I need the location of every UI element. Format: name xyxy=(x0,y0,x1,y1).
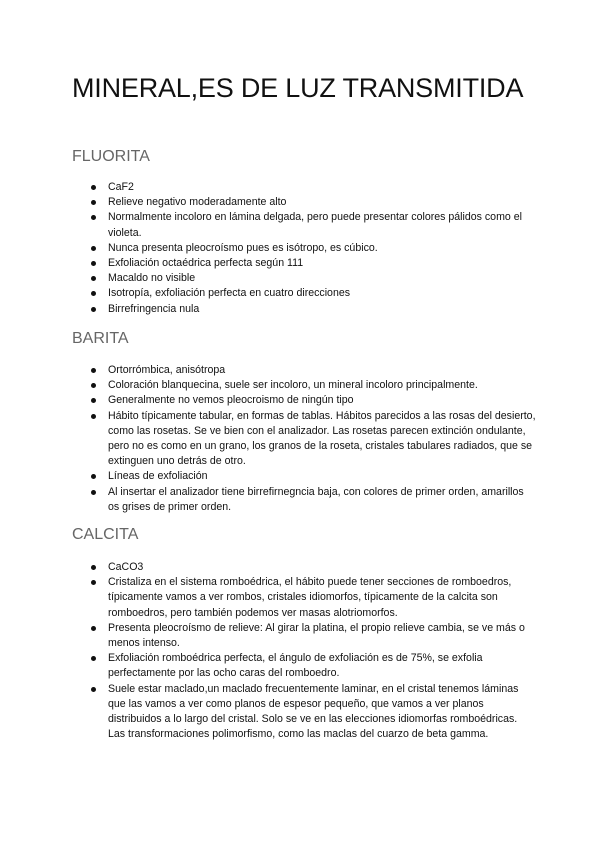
list-item: Líneas de exfoliación xyxy=(0,469,600,484)
list-item: Nunca presenta pleocroísmo pues es isótropo, es cúbico. xyxy=(0,241,600,256)
list-item: CaF2 xyxy=(0,180,600,195)
list-item: Ortorrómbica, anisótropa xyxy=(0,363,600,378)
list-item: Coloración blanquecina, suele ser incoloro, un mineral incoloro principalmente. xyxy=(0,378,600,393)
list-item: Exfoliación romboédrica perfecta, el ángulo de exfoliación es de 75%, se exfolia perfectamente por las ocho caras del romboedro. xyxy=(0,651,600,681)
fluorita-list xyxy=(0,180,600,317)
list-item: Suele estar maclado,un maclado frecuentemente laminar, en el cristal tenemos láminas que las vamos a ver como planos de espesor pequeño, que vamos a ver planos distribuidos a lo largo del cristal. Solo se ve en las elecciones idiomorfas romboédricas. Las transformaciones polimorfismo, como las maclas del cuarzo de beta gamma. xyxy=(0,682,600,743)
document-title: MINERAL,ES DE LUZ TRANSMITIDA xyxy=(72,73,524,103)
barita-list xyxy=(0,363,600,515)
list-item: Relieve negativo moderadamente alto xyxy=(0,195,600,210)
section-heading-fluorita: FLUORITA xyxy=(72,148,150,165)
list-item: Generalmente no vemos pleocroismo de ningún tipo xyxy=(0,393,600,408)
list-item: CaCO3 xyxy=(0,560,600,575)
list-item: Al insertar el analizador tiene birrefirnegncia baja, con colores de primer orden, amarillos os grises de primer orden. xyxy=(0,485,600,515)
list-item: Hábito típicamente tabular, en formas de tablas. Hábitos parecidos a las rosas del desierto, como las rosetas. Se ve bien con el analizador. Las rosetas parecen extinción ondulante, pero no es como en un grano, los granos de la roseta, cristales tabulares radiados, que se extinguen uno detrás de otro. xyxy=(0,409,600,470)
section-heading-calcita: CALCITA xyxy=(72,526,139,543)
section-heading-barita: BARITA xyxy=(72,330,129,347)
list-item: Cristaliza en el sistema romboédrica, el hábito puede tener secciones de romboedros, típicamente vamos a ver rombos, cristales idiomorfos, típicamente de la calcita son romboedros, pero también podemos ver masas alotriomorfos. xyxy=(0,575,600,621)
list-item: Isotropía, exfoliación perfecta en cuatro direcciones xyxy=(0,286,600,301)
list-item: Exfoliación octaédrica perfecta según 111 xyxy=(0,256,600,271)
list-item: Birrefringencia nula xyxy=(0,302,600,317)
list-item: Normalmente incoloro en lámina delgada, pero puede presentar colores pálidos como el violeta. xyxy=(0,210,600,240)
calcita-list xyxy=(0,560,600,742)
list-item: Macaldo no visible xyxy=(0,271,600,286)
list-item: Presenta pleocroísmo de relieve: Al girar la platina, el propio relieve cambia, se ve más o menos intenso. xyxy=(0,621,600,651)
